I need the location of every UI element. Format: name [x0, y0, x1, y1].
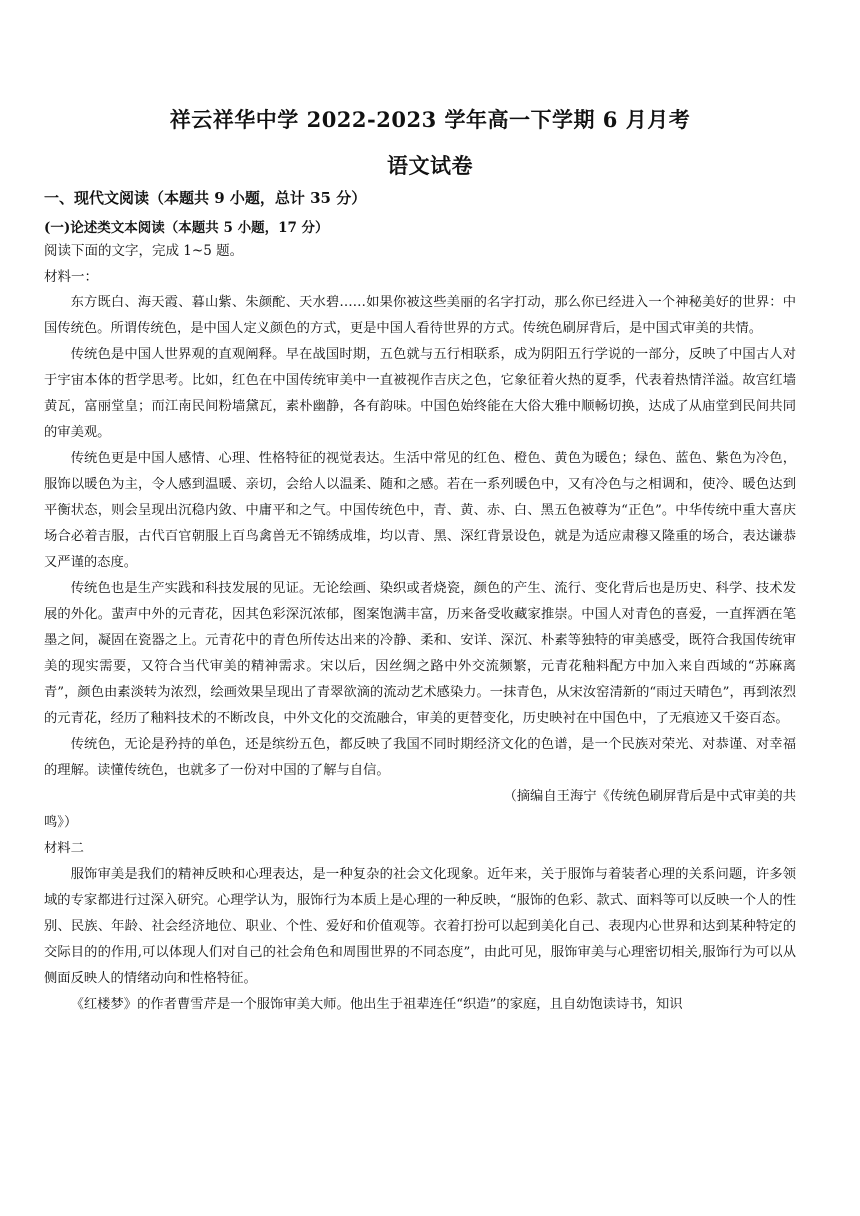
material-one-paragraph: 东方既白、海天霞、暮山紫、朱颜酡、天水碧……如果你被这些美丽的名字打动，那么你已经进入一个神秘美好的世界：中国传统色。所谓传统色，是中国人定义颜色的方式，更是中国人看待世界的方式。传统色刷屏背后，是中国式审美的共情。 [44, 295, 796, 336]
material-two-label: 材料二 [44, 841, 84, 856]
exam-subtitle: 语文试卷 [387, 153, 473, 178]
material-one-paragraph: 传统色更是中国人感情、心理、性格特征的视觉表达。生活中常见的红色、橙色、黄色为暖色；绿色、蓝色、紫色为冷色，服饰以暖色为主，令人感到温暖、亲切，会给人以温柔、随和之感。若在一系列暖色中，又有冷色与之相调和，使冷、暖色达到平衡状态，则会呈现出沉稳内敛、中庸平和之气。中国传统色中，青、黄、赤、白、黑五色被尊为“正色”。中华传统中重大喜庆场合必着吉服，古代百官朝服上百鸟禽兽无不锦绣成堆，均以青、黑、深红背景设色，就是为适应肃穆又隆重的场合，表达谦恭又严谨的态度。 [44, 451, 796, 570]
material-one-source-continued: 鸣》） [44, 815, 78, 830]
passage-body [44, 290, 796, 1018]
subsection-heading: (一)论述类文本阅读（本题共 5 小题，17 分） [44, 220, 329, 236]
exam-title: 祥云祥华中学 2022-2023 学年高一下学期 6 月月考 [169, 107, 691, 132]
reading-instruction: 阅读下面的文字，完成 1~5 题。 [44, 243, 244, 259]
material-one-source: （摘编自王海宁《传统色刷屏背后是中式审美的共 [503, 789, 796, 804]
section-heading: 一、现代文阅读（本题共 9 小题，总计 35 分） [44, 189, 367, 207]
material-one-label: 材料一： [44, 269, 98, 285]
material-one-paragraph: 传统色，无论是矜持的单色，还是缤纷五色，都反映了我国不同时期经济文化的色谱，是一个民族对荣光、对恭谨、对幸福的理解。读懂传统色，也就多了一份对中国的了解与自信。 [44, 737, 796, 778]
material-two-paragraph: 服饰审美是我们的精神反映和心理表达，是一种复杂的社会文化现象。近年来，关于服饰与着装者心理的关系问题，许多领域的专家都进行过深入研究。心理学认为，服饰行为本质上是心理的一种反映，“服饰的色彩、款式、面料等可以反映一个人的性别、民族、年龄、社会经济地位、职业、个性、爱好和价值观等。衣着打扮可以起到美化自己、表现内心世界和达到某种特定的交际目的的作用,可以体现人们对自己的社会角色和周围世界的不同态度”，由此可见，服饰审美与心理密切相关,服饰行为可以从侧面反映人的情绪动向和性格特征。 [44, 867, 796, 986]
material-two-paragraph: 《红楼梦》的作者曹雪芹是一个服饰审美大师。他出生于祖辈连任“织造”的家庭，且自幼饱读诗书，知识 [70, 997, 683, 1012]
material-one-paragraph: 传统色也是生产实践和科技发展的见证。无论绘画、染织或者烧瓷，颜色的产生、流行、变化背后也是历史、科学、技术发展的外化。蜚声中外的元青花，因其色彩深沉浓郁，图案饱满丰富，历来备受收藏家推崇。中国人对青色的喜爱，一直挥洒在笔墨之间，凝固在瓷器之上。元青花中的青色所传达出来的冷静、柔和、安详、深沉、朴素等独特的审美感受，既符合我国传统审美的现实需要，又符合当代审美的精神需求。宋以后，因丝绸之路中外交流频繁，元青花釉料配方中加入来自西域的“苏麻离青”，颜色由素淡转为浓烈，绘画效果呈现出了青翠欲滴的流动艺术感染力。一抹青色，从宋汝窑清新的“雨过天晴色”，再到浓烈的元青花，经历了釉料技术的不断改良，中外文化的交流融合，审美的更替变化，历史映衬在中国色中，了无痕迹又千姿百态。 [44, 581, 796, 726]
material-one-paragraph: 传统色是中国人世界观的直观阐释。早在战国时期，五色就与五行相联系，成为阴阳五行学说的一部分，反映了中国古人对于宇宙本体的哲学思考。比如，红色在中国传统审美中一直被视作吉庆之色，它象征着火热的夏季，代表着热情洋溢。故宫红墙黄瓦，富丽堂皇；而江南民间粉墙黛瓦，素朴幽静，各有韵味。中国色始终能在大俗大雅中顺畅切换，达成了从庙堂到民间共同的审美观。 [44, 347, 796, 440]
